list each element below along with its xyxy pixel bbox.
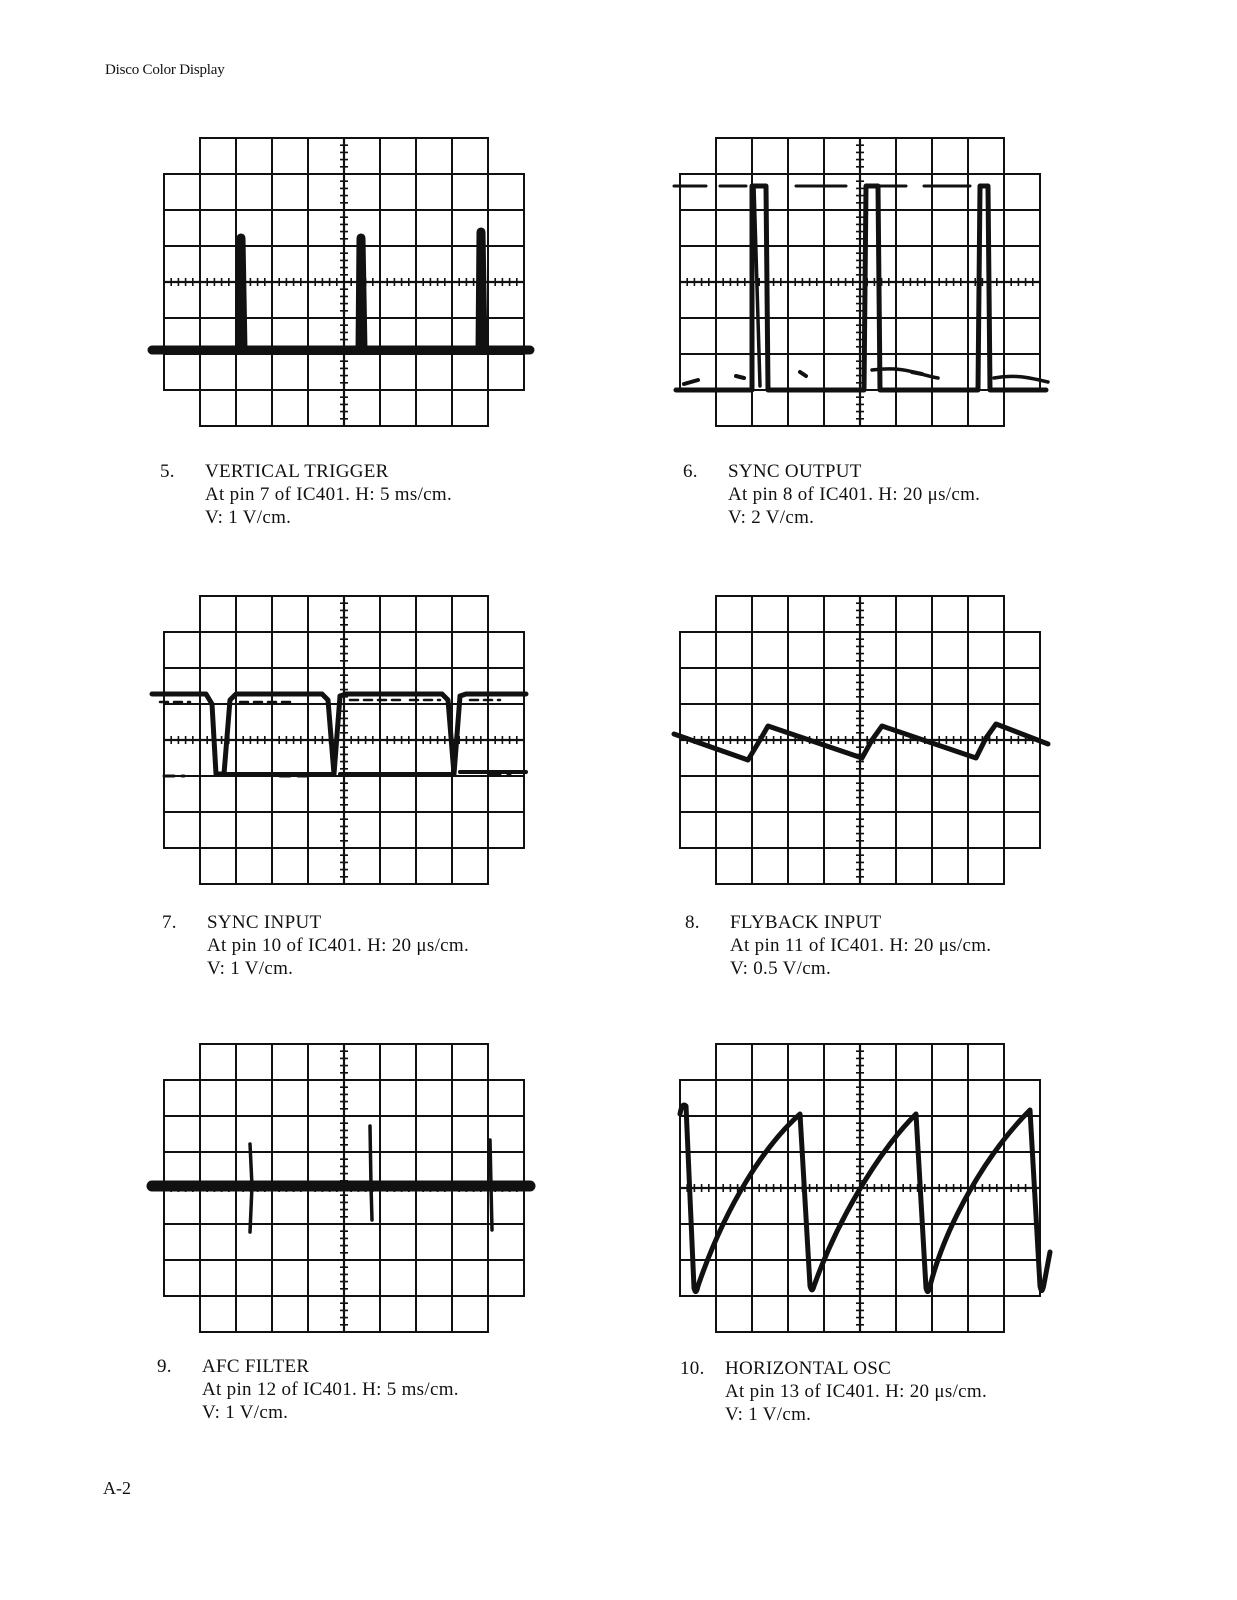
figure-vscale: V: 1 V/cm.: [207, 958, 294, 979]
figure-title: FLYBACK INPUT: [730, 912, 882, 933]
figure-detail: At pin 10 of IC401. H: 20 μs/cm.: [207, 935, 470, 956]
figure-title: VERTICAL TRIGGER: [205, 461, 389, 482]
figure-title: SYNC OUTPUT: [728, 461, 862, 482]
running-header: Disco Color Display: [105, 62, 225, 78]
scope-flyback-input: [674, 596, 1048, 884]
figure-title: HORIZONTAL OSC: [725, 1358, 892, 1379]
figure-vscale: V: 1 V/cm.: [205, 507, 292, 528]
figure-number: 6.: [683, 461, 698, 482]
figure-number: 7.: [162, 912, 177, 933]
figure-detail: At pin 13 of IC401. H: 20 μs/cm.: [725, 1381, 988, 1402]
figure-vscale: V: 1 V/cm.: [202, 1402, 289, 1423]
figure-detail: At pin 11 of IC401. H: 20 μs/cm.: [730, 935, 992, 956]
figure-detail: At pin 12 of IC401. H: 5 ms/cm.: [202, 1379, 459, 1400]
figure-number: 5.: [160, 461, 175, 482]
figure-vscale: V: 0.5 V/cm.: [730, 958, 832, 979]
figure-vscale: V: 1 V/cm.: [725, 1404, 812, 1425]
page-number: A-2: [103, 1478, 131, 1498]
figure-vscale: V: 2 V/cm.: [728, 507, 815, 528]
figure-number: 9.: [157, 1356, 172, 1377]
scope-vertical-trigger: [152, 138, 530, 426]
figure-detail: At pin 7 of IC401. H: 5 ms/cm.: [205, 484, 453, 505]
figure-detail: At pin 8 of IC401. H: 20 μs/cm.: [728, 484, 981, 505]
scope-horizontal-osc: [680, 1044, 1050, 1332]
figure-number: 8.: [685, 912, 700, 933]
scope-afc-filter: [152, 1044, 530, 1332]
scope-sync-output: [674, 138, 1048, 426]
scope-sync-input: [152, 596, 526, 884]
figure-title: AFC FILTER: [202, 1356, 310, 1377]
figure-title: SYNC INPUT: [207, 912, 322, 933]
figure-number: 10.: [680, 1358, 705, 1379]
